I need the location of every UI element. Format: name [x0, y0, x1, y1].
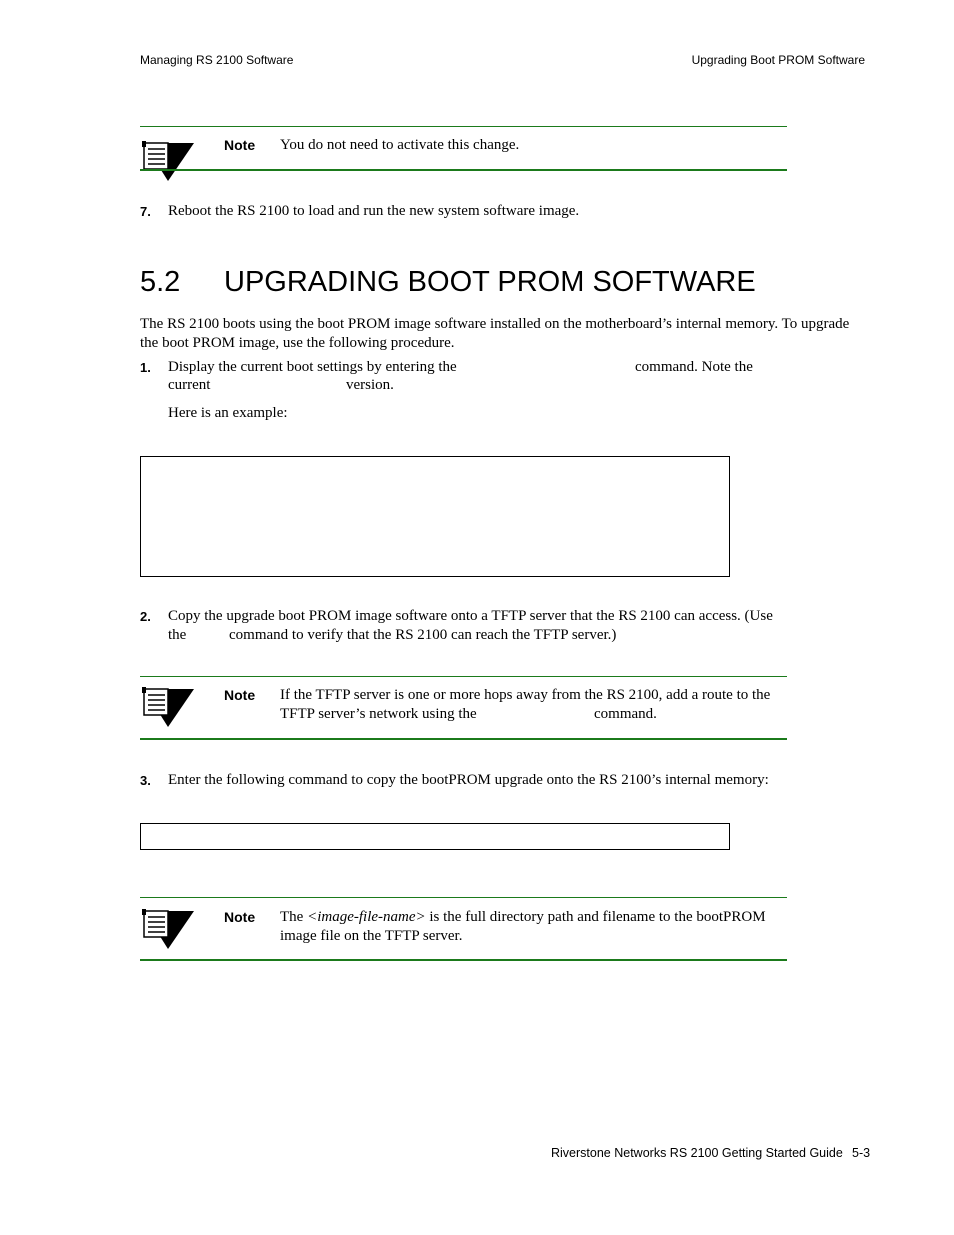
- note-label: Note: [224, 687, 256, 703]
- command-code-box: [140, 823, 730, 850]
- intro-line-2: the boot PROM image, use the following procedure.: [140, 335, 455, 351]
- note-text: You do not need to activate this change.: [280, 137, 520, 153]
- note-text: image file on the TFTP server.: [280, 928, 463, 944]
- step-text-part: Display the current boot settings by entering the: [168, 359, 457, 375]
- example-code-box: [140, 456, 730, 577]
- note-pad-icon: [140, 685, 196, 729]
- section-number: 5.2: [140, 266, 181, 298]
- note-text: If the TFTP server is one or more hops away from the RS 2100, add a route to the: [280, 687, 771, 703]
- note-bottom-rule: [140, 959, 787, 961]
- intro-line-1: The RS 2100 boots using the boot PROM image software installed on the motherboard’s internal memory. To upgrade: [140, 316, 850, 332]
- step-text-part: the: [168, 627, 187, 643]
- running-header-left: Managing RS 2100 Software: [140, 53, 294, 67]
- note-bottom-rule: [140, 169, 787, 171]
- section-title: UPGRADING BOOT PROM SOFTWARE: [224, 266, 756, 298]
- running-header-right: Upgrading Boot PROM Software: [691, 53, 865, 67]
- step-text-part: version.: [346, 377, 394, 393]
- step-text: Enter the following command to copy the bootPROM upgrade onto the RS 2100’s internal memory:: [168, 772, 769, 788]
- step-number: 3.: [140, 773, 151, 788]
- note-text-part: TFTP server’s network using the: [280, 706, 477, 722]
- note-text-part: command.: [594, 706, 657, 722]
- step-number: 7.: [140, 204, 151, 219]
- footer-title: Riverstone Networks RS 2100 Getting Started Guide: [551, 1146, 843, 1160]
- note-pad-icon: [140, 907, 196, 951]
- note-top-rule: [140, 126, 787, 127]
- placeholder-term: <image-file-name>: [307, 909, 426, 925]
- note-text: [280, 908, 766, 927]
- step-number: 2.: [140, 609, 151, 624]
- step-text: Reboot the RS 2100 to load and run the new system software image.: [168, 203, 580, 219]
- note-label: Note: [224, 909, 256, 925]
- example-caption: Here is an example:: [168, 405, 288, 421]
- step-text-part: command. Note the: [635, 359, 753, 375]
- page-number: 5-3: [852, 1146, 871, 1160]
- step-text-part: command to verify that the RS 2100 can reach the TFTP server.): [229, 627, 617, 643]
- step-text: Copy the upgrade boot PROM image software onto a TFTP server that the RS 2100 can access. (Use: [168, 608, 773, 624]
- note-label: Note: [224, 137, 256, 153]
- note-bottom-rule: [140, 738, 787, 740]
- note-text-part: The: [280, 909, 308, 925]
- step-number: 1.: [140, 360, 151, 375]
- note-pad-icon: [140, 139, 196, 183]
- note-text-part: is the full directory path and filename to the bootPROM: [425, 909, 766, 925]
- note-top-rule: [140, 897, 787, 898]
- step-text-part: current: [168, 377, 211, 393]
- note-top-rule: [140, 676, 787, 677]
